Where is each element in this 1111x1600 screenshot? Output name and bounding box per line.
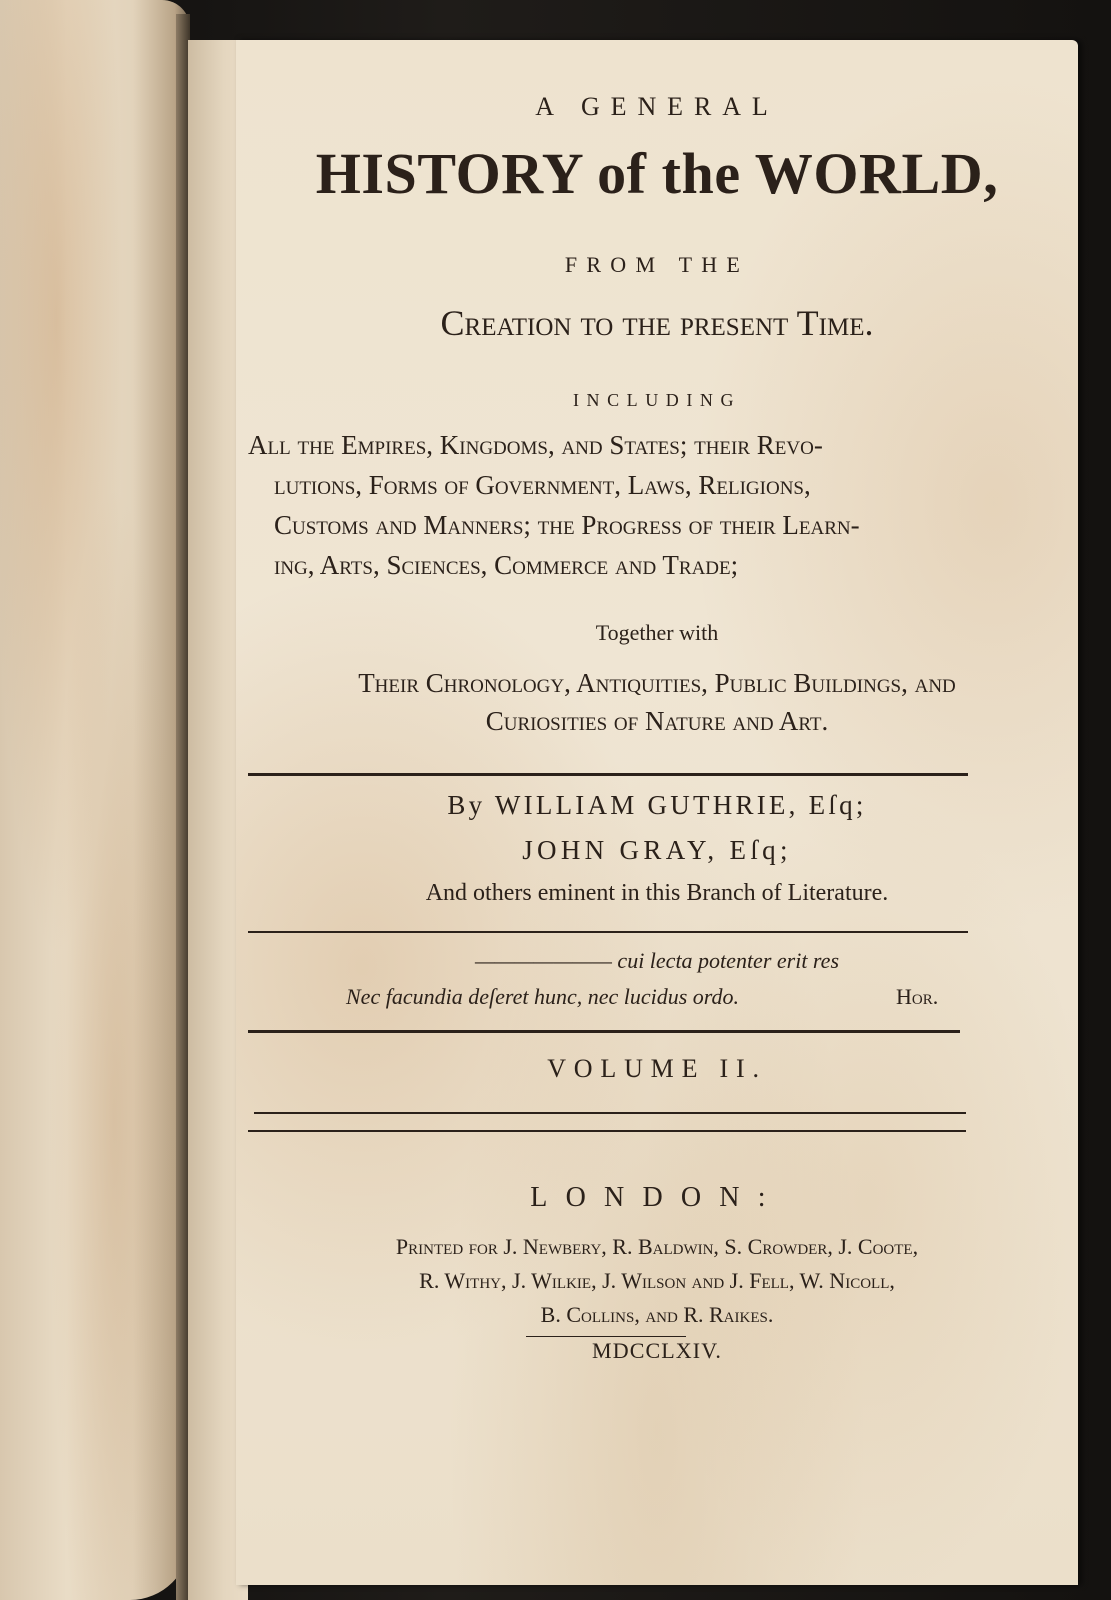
author-line-3: And others eminent in this Branch of Literature. (425, 880, 889, 906)
including-heading: INCLUDING (572, 390, 742, 410)
imprint-line-2: R. Withy, J. Wilkie, J. Wilson and J. Fell, W. Nicoll, (419, 1268, 895, 1293)
title-page-content (236, 40, 1078, 1585)
divider-rule-4 (254, 1112, 966, 1114)
imprint-city: LONDON: (530, 1182, 784, 1213)
book-spine (0, 0, 190, 1600)
motto-line-2: Nec facundia deſeret hunc, nec lucidus ordo. (346, 984, 740, 1009)
year-rule (526, 1336, 686, 1337)
from-the: FROM THE (564, 252, 750, 277)
imprint-line-3: B. Collins, and R. Raikes. (540, 1302, 774, 1327)
together-with: Together with (595, 620, 719, 645)
divider-rule-2 (248, 931, 968, 933)
divider-rule-5 (248, 1130, 966, 1132)
imprint-year: MDCCLXIV. (592, 1338, 722, 1363)
motto-line-1: ——————— cui lecta potenter erit res (475, 948, 839, 973)
divider-rule-3 (248, 1030, 960, 1033)
author-line-1: By WILLIAM GUTHRIE, Eſq; (447, 790, 867, 820)
author-line-2: JOHN GRAY, Eſq; (522, 835, 792, 865)
together-line-1: Their Chronology, Antiquities, Public Buildings, and (358, 668, 956, 698)
title-page (236, 40, 1078, 1585)
volume-label: VOLUME II. (547, 1054, 767, 1083)
including-line-3: Customs and Manners; the Progress of their Learn- (274, 510, 860, 540)
including-line-2: lutions, Forms of Government, Laws, Religions, (274, 470, 811, 500)
creation-line: Creation to the preſent Time. (440, 303, 874, 343)
motto-attribution: Hor. (896, 984, 939, 1009)
including-line-1: All the Empires, Kingdoms, and States; their Revo- (248, 430, 823, 460)
including-line-4: ing, Arts, Sciences, Commerce and Trade; (274, 550, 739, 580)
imprint-line-1: Printed for J. Newbery, R. Baldwin, S. Crowder, J. Coote, (395, 1234, 919, 1259)
pre-title: A GENERAL (535, 92, 779, 121)
main-title: HISTORY of the WORLD, (315, 141, 999, 206)
divider-rule-1 (248, 773, 968, 776)
together-line-2: Curiosities of Nature and Art. (485, 706, 829, 736)
